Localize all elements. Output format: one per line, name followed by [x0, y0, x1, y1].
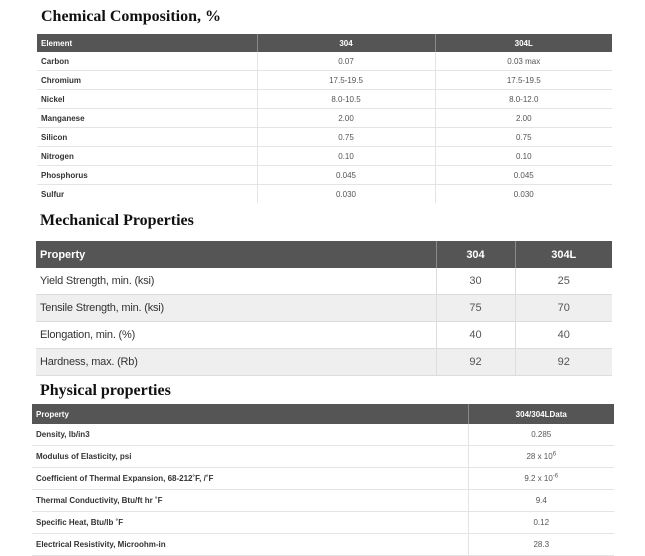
element-name: Nitrogen — [37, 147, 257, 166]
table-row — [36, 268, 612, 295]
value-304: 17.5-19.5 — [257, 71, 435, 90]
value-304l: 0.045 — [435, 166, 612, 185]
table-row — [37, 128, 612, 147]
chemical-composition-table — [37, 34, 612, 203]
table-row — [32, 424, 614, 446]
table-row — [32, 490, 614, 512]
value-304: 0.07 — [257, 52, 435, 71]
table-header-row — [36, 241, 612, 268]
property-name: Thermal Conductivity, Btu/ft hr ˚F — [32, 490, 468, 512]
value-304: 0.75 — [257, 128, 435, 147]
element-name: Nickel — [37, 90, 257, 109]
value-304: 0.045 — [257, 166, 435, 185]
table-row — [32, 468, 614, 490]
column-header: 304L — [435, 34, 612, 52]
column-header: Property — [36, 241, 436, 268]
value-304: 75 — [436, 295, 515, 322]
value-304l: 2.00 — [435, 109, 612, 128]
table-header-row — [32, 404, 614, 424]
value-304l: 40 — [515, 322, 612, 349]
property-name: Electrical Resistivity, Microohm-in — [32, 534, 468, 556]
property-name: Coefficient of Thermal Expansion, 68-212˚F, /˚F — [32, 468, 468, 490]
element-name: Silicon — [37, 128, 257, 147]
column-header: 304L — [515, 241, 612, 268]
value-304: 0.10 — [257, 147, 435, 166]
table-row — [37, 166, 612, 185]
value-304: 40 — [436, 322, 515, 349]
property-name: Modulus of Elasticity, psi — [32, 446, 468, 468]
property-value: 28.3 — [468, 534, 614, 556]
value-304: 2.00 — [257, 109, 435, 128]
column-header: 304 — [257, 34, 435, 52]
value-304l: 25 — [515, 268, 612, 295]
property-name: Density, lb/in3 — [32, 424, 468, 446]
table-header-row — [37, 34, 612, 52]
element-name: Sulfur — [37, 185, 257, 204]
table-row — [37, 109, 612, 128]
mechanical-properties-table — [36, 241, 612, 376]
column-header: 304 — [436, 241, 515, 268]
table-row — [37, 52, 612, 71]
physical-properties-title: Physical properties — [40, 382, 171, 399]
value-mantissa: 28 x 10 — [526, 452, 553, 461]
property-name: Elongation, min. (%) — [36, 322, 436, 349]
table-row — [37, 90, 612, 109]
table-row — [37, 147, 612, 166]
property-value: 0.12 — [468, 512, 614, 534]
value-304l: 0.030 — [513, 189, 534, 199]
element-name: Chromium — [37, 71, 257, 90]
value-304: 30 — [436, 268, 515, 295]
value-304: 92 — [436, 349, 515, 376]
value-304l: 17.5-19.5 — [435, 71, 612, 90]
table-row — [37, 71, 612, 90]
table-row — [36, 349, 612, 376]
element-name: Phosphorus — [37, 166, 257, 185]
value-304l: 0.75 — [435, 128, 612, 147]
property-value: 0.285 — [468, 424, 614, 446]
table-row — [32, 446, 614, 468]
table-row — [32, 512, 614, 534]
value-304: 0.030 — [257, 185, 435, 204]
table-row — [36, 322, 612, 349]
column-header: 304/304LData — [468, 404, 614, 424]
value-304l: 0.10 — [435, 147, 612, 166]
element-name: Carbon — [37, 52, 257, 71]
value-exponent: -6 — [552, 473, 559, 480]
value-304: 8.0-10.5 — [257, 90, 435, 109]
physical-properties-table — [32, 404, 614, 556]
mechanical-properties-title: Mechanical Properties — [40, 212, 194, 229]
column-header: Property — [32, 404, 468, 424]
table-row — [36, 295, 612, 322]
column-header: Element — [37, 34, 257, 52]
property-name: Tensile Strength, min. (ksi) — [36, 295, 436, 322]
value-304l: 0.03 max — [435, 52, 612, 71]
property-name: Yield Strength, min. (ksi) — [36, 268, 436, 295]
property-name: Specific Heat, Btu/lb ˚F — [32, 512, 468, 534]
value-304l: 8.0-12.0 — [435, 90, 612, 109]
value-304l: 92 — [515, 349, 612, 376]
property-value: 9.4 — [468, 490, 614, 512]
value-mantissa: 9.2 x 10 — [524, 474, 553, 483]
chemical-composition-title: Chemical Composition, % — [41, 8, 221, 25]
property-value — [468, 446, 614, 468]
value-304l: 70 — [515, 295, 612, 322]
property-value — [468, 468, 614, 490]
value-exponent: 6 — [552, 451, 557, 458]
element-name: Manganese — [37, 109, 257, 128]
table-row — [32, 534, 614, 556]
property-name: Hardness, max. (Rb) — [36, 349, 436, 376]
table-row — [37, 185, 612, 204]
